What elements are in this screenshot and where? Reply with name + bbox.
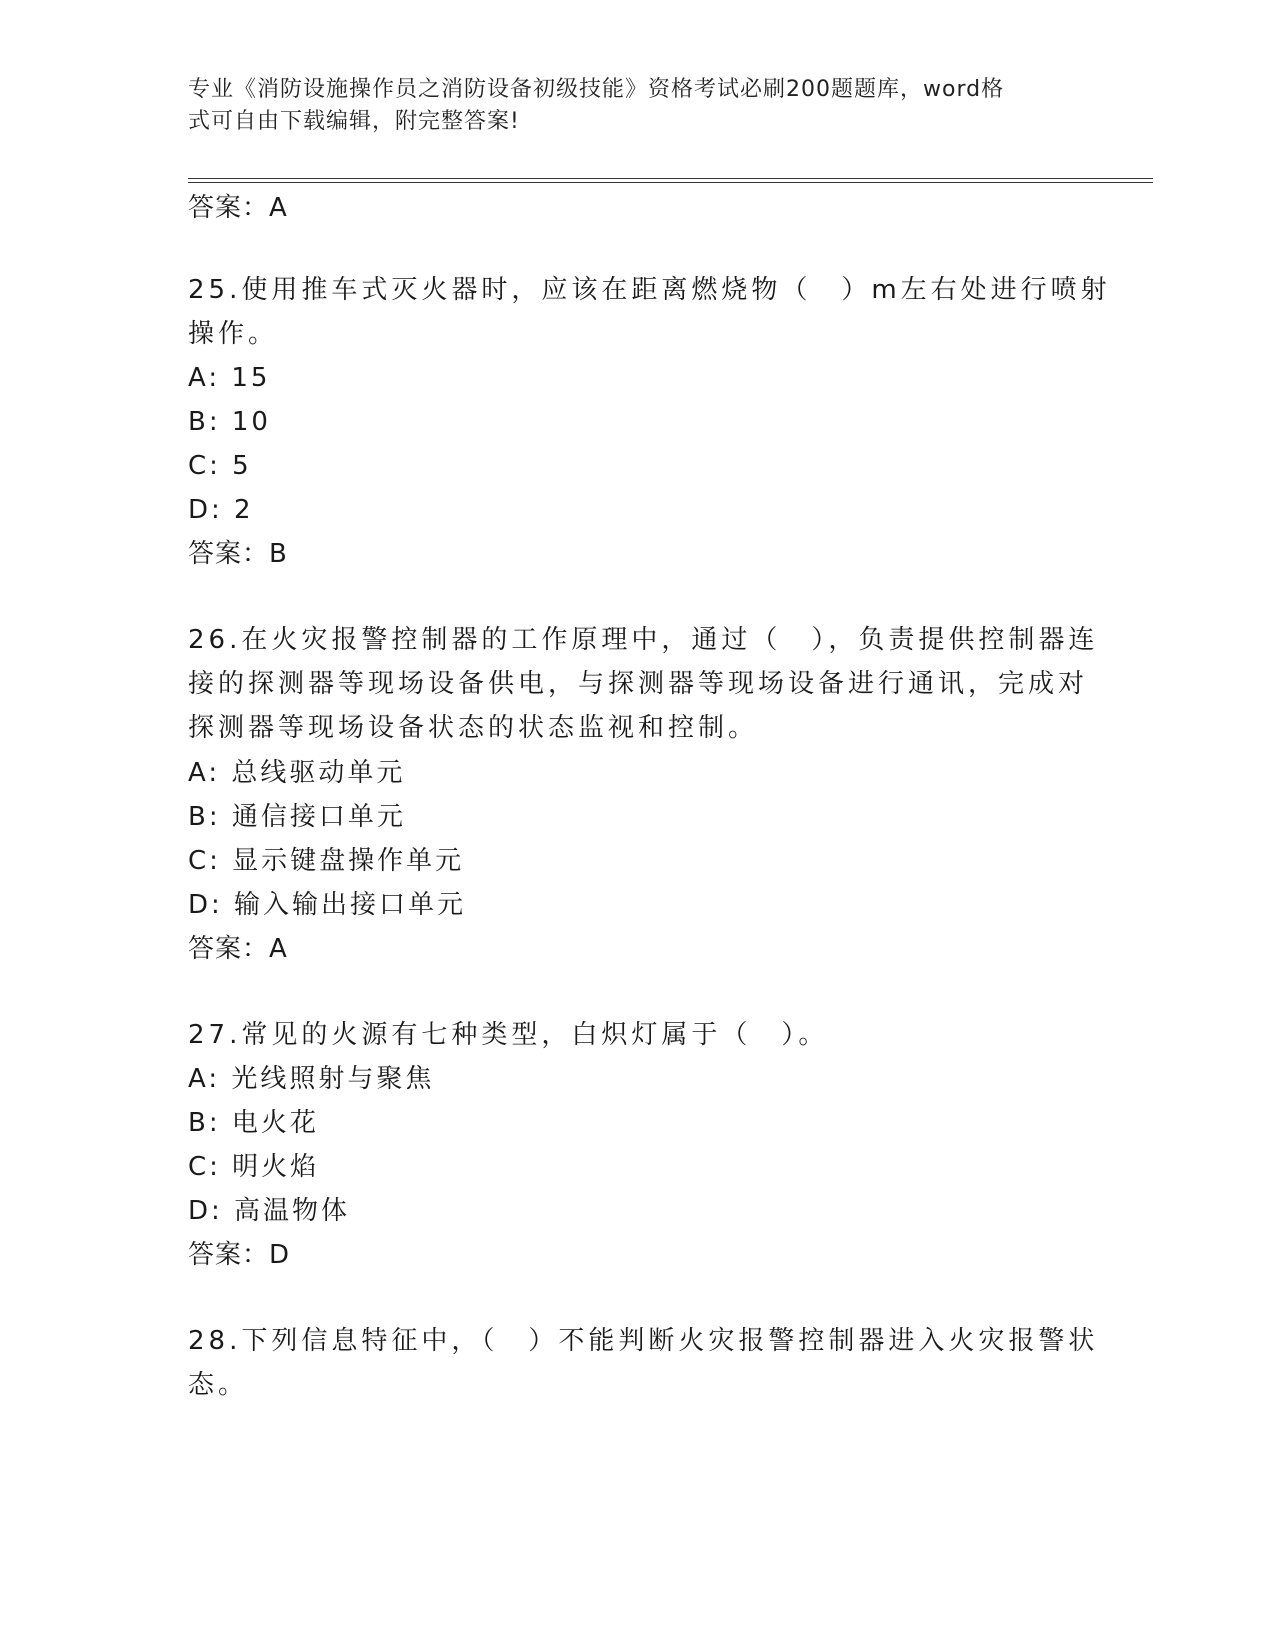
question-25-option-a: A: 15 [188,363,271,393]
question-27-option-d: D: 高温物体 [188,1196,351,1226]
header-rule-bottom [188,182,1153,183]
question-25-option-b: B: 10 [188,407,271,437]
question-26-option-a: A: 总线驱动单元 [188,758,406,788]
question-25-answer: 答案：B [188,539,288,569]
header-line-1: 专业《消防设施操作员之消防设备初级技能》资格考试必刷200题题库，word格 [188,77,1005,102]
question-25-line-2: 操作。 [188,319,279,349]
header-line-2: 式可自由下载编辑，附完整答案! [188,109,520,134]
question-25-option-d: D: 2 [188,495,254,525]
question-25-option-c: C: 5 [188,451,252,481]
question-26-answer: 答案：A [188,934,288,964]
question-26-option-d: D: 输入输出接口单元 [188,890,467,920]
question-28-line-2: 态。 [188,1370,249,1400]
question-26-line-2: 接的探测器等现场设备供电，与探测器等现场设备进行通讯，完成对 [188,669,1089,699]
question-26-option-b: B: 通信接口单元 [188,802,406,832]
question-27-option-b: B: 电火花 [188,1108,319,1138]
question-26-option-c: C: 显示键盘操作单元 [188,846,465,876]
question-26-line-1: 26.在火灾报警控制器的工作原理中，通过（ ），负责提供控制器连 [188,625,1099,655]
question-28-line-1: 28.下列信息特征中，（ ）不能判断火灾报警控制器进入火灾报警状 [188,1326,1099,1356]
question-25-line-1: 25.使用推车式灭火器时，应该在距离燃烧物（ ）m左右处进行喷射 [188,275,1111,305]
previous-answer: 答案：A [188,193,288,223]
question-27-option-a: A: 光线照射与聚焦 [188,1064,435,1094]
header-rule-top [188,178,1153,179]
question-27-answer: 答案：D [188,1240,291,1270]
question-26-line-3: 探测器等现场设备状态的状态监视和控制。 [188,713,759,743]
page-header [188,74,1068,138]
question-27-line-1: 27.常见的火源有七种类型，白炽灯属于（ ）。 [188,1020,829,1050]
question-27-option-c: C: 明火焰 [188,1152,320,1182]
